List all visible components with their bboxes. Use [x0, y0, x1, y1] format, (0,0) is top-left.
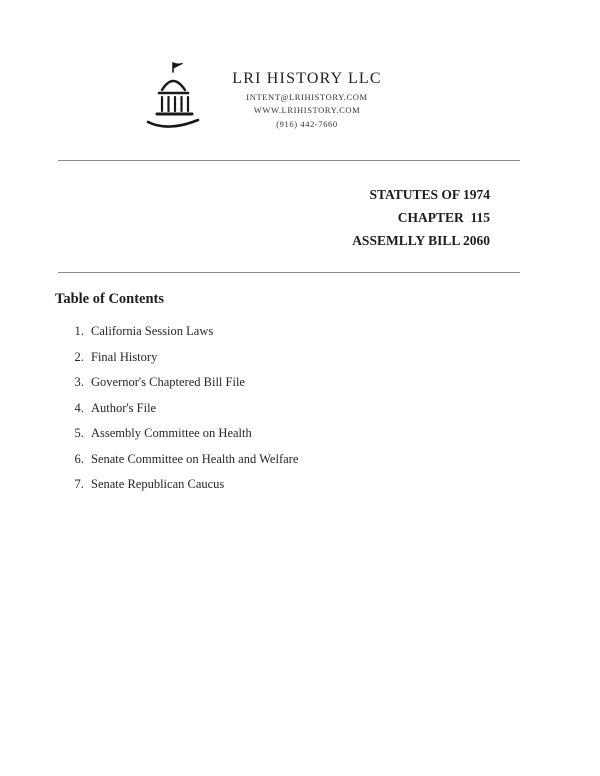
toc-title: Table of Contents — [55, 291, 165, 307]
company-email: INTENT@LRIHISTORY.COM — [246, 91, 368, 102]
statutes-year-line: STATUTES OF 1974 — [369, 187, 490, 202]
divider-top — [58, 160, 520, 161]
capitol-logo-icon — [142, 60, 206, 134]
chapter-line: CHAPTER 115 — [397, 210, 490, 225]
toc-list — [55, 324, 520, 492]
toc-item: 7. Senate Republican Caucus — [87, 477, 520, 492]
toc-item: 6. Senate Committee on Health and Welfare — [87, 452, 520, 467]
table-of-contents — [55, 291, 520, 492]
toc-item: 4. Author's File — [87, 401, 520, 416]
toc-item: 3. Governor's Chaptered Bill File — [87, 375, 520, 390]
toc-item: 1. California Session Laws — [87, 324, 520, 339]
toc-item: 2. Final History — [87, 350, 520, 365]
company-name: LRI HISTORY LLC — [232, 70, 382, 87]
company-website: WWW.LRIHISTORY.COM — [253, 105, 361, 115]
bill-line: ASSEMLLY BILL 2060 — [352, 233, 490, 248]
toc-item: 5. Assembly Committee on Health — [87, 426, 520, 441]
statute-block — [0, 183, 490, 252]
company-phone: (916) 442-7660 — [276, 118, 338, 129]
letterhead — [142, 60, 600, 134]
letterhead-text — [222, 60, 392, 129]
divider-bottom — [58, 272, 520, 273]
